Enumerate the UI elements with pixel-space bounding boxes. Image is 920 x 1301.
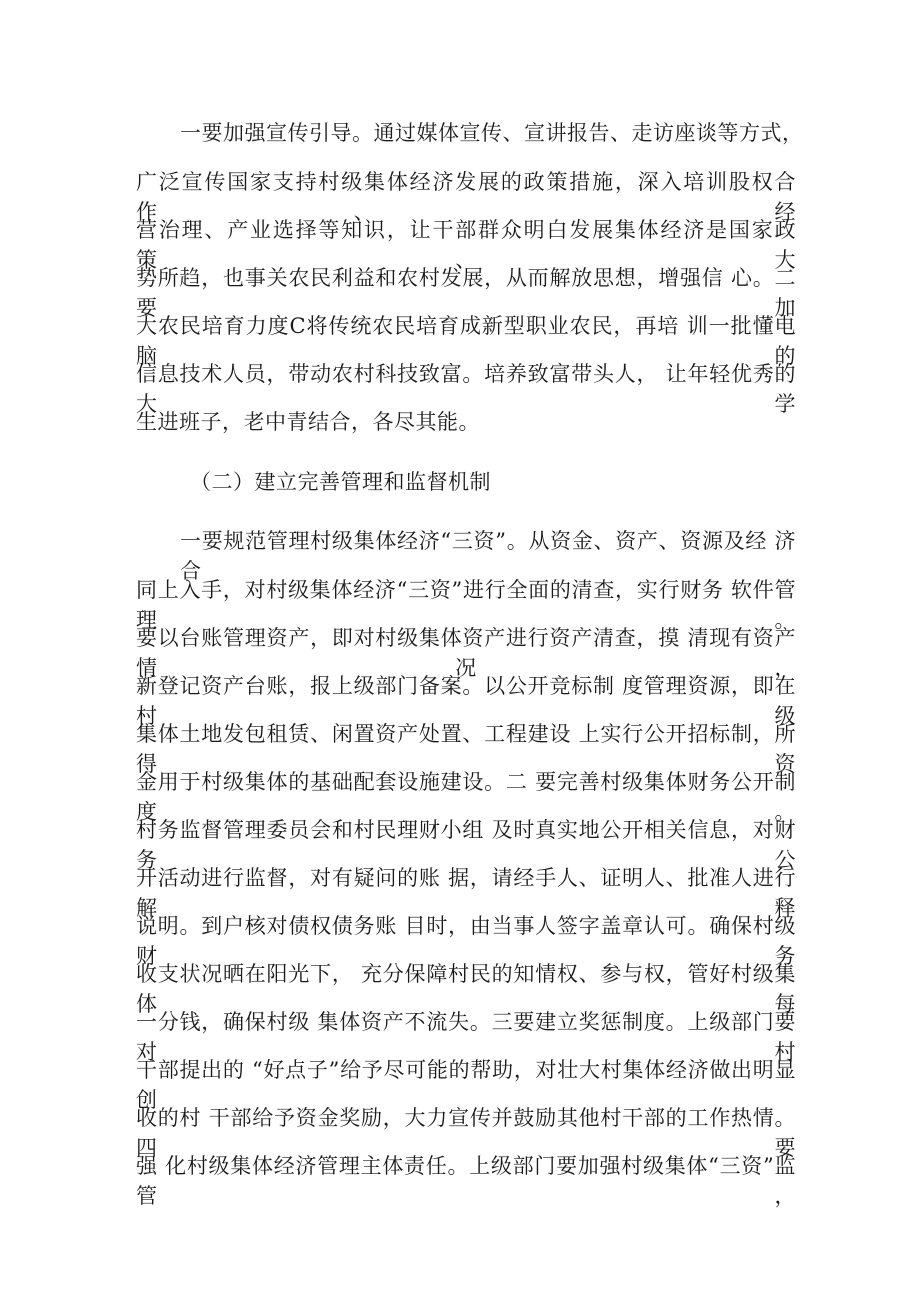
paragraph-1-line-2: 广泛宣传国家支持村级集体经济发展的政策措施，深入培训股权合作、 经 (136, 170, 796, 224)
paragraph-2-line-12: 干部提出的 “好点子”给予尽可能的帮助，对壮大村集体经济做出明显创 (136, 1058, 796, 1112)
paragraph-2-line-8: 开活动进行监督，对有疑问的账 据，请经手人、证明人、批准人进行解释 (136, 866, 796, 920)
paragraph-2-line-13: 收的村 干部给予资金奖励，大力宣传并鼓励其他村干部的工作热情。四要 (136, 1106, 796, 1160)
paragraph-2-line-4: 新登记资产台账，报上级部门备案。以公开竞标制 度管理资源，即在村级 (136, 674, 796, 728)
paragraph-2-line-1: 一要规范管理村级集体经济“三资”。从资金、资产、资源及经 济合 (180, 529, 796, 583)
section-heading: （二）建立完善管理和监督机制 (190, 470, 491, 494)
paragraph-1-line-7: 生进班子，老中青结合，各尽其能。 (136, 410, 480, 434)
paragraph-1-line-1: 一要加强宣传引导。通过媒体宣传、宣讲报告、走访座谈等方式， (180, 121, 804, 145)
paragraph-2-line-6: 金用于村级集体的基础配套设施建设。二 要完善村级集体财务公开制度。 (136, 770, 796, 824)
paragraph-2-line-5: 集体土地发包租赁、闲置资产处置、工程建设 上实行公开招标制，所得资 (136, 722, 796, 776)
paragraph-2-line-7: 村务监督管理委员会和村民理财小组 及时真实地公开相关信息，对财务公 (136, 818, 796, 872)
paragraph-2-line-10: 收支状况晒在阳光下， 充分保障村民的知情权、参与权，管好村级集体每 (136, 962, 796, 1016)
paragraph-2-line-11: 一分钱，确保村级 集体资产不流失。三要建立奖惩制度。上级部门要对村 (136, 1010, 796, 1064)
paragraph-1-line-3: 营治理、产业选择等知识，让干部群众明白发展集体经济是国家政 策、大 (136, 218, 796, 272)
paragraph-2-line-2: 同上入手，对村级集体经济“三资”进行全面的清查，实行财务 软件管理。 (136, 578, 796, 632)
paragraph-2-line-3: 要以台账管理资产，即对村级集体资产进行资产清查，摸 清现有资产情况， (136, 626, 796, 680)
paragraph-2-line-14: 强 化村级集体经济管理主体责任。上级部门要加强村级集体“三资”监 管， (136, 1154, 796, 1208)
paragraph-1-line-6: 信息技术人员，带动农村科技致富。培养致富带头人， 让年轻优秀的大学 (136, 362, 796, 416)
paragraph-1-line-5: 大农民培育力度C将传统农民培育成新型职业农民，再培 训一批懂电脑的 (136, 314, 796, 368)
paragraph-1-line-4: 势所趋，也事关农民利益和农村发展，从而解放思想，增强信 心。二要加 (136, 266, 796, 320)
paragraph-2-line-9: 说明。到户核对债权债务账 目时，由当事人签字盖章认可。确保村级财务 (136, 914, 796, 968)
